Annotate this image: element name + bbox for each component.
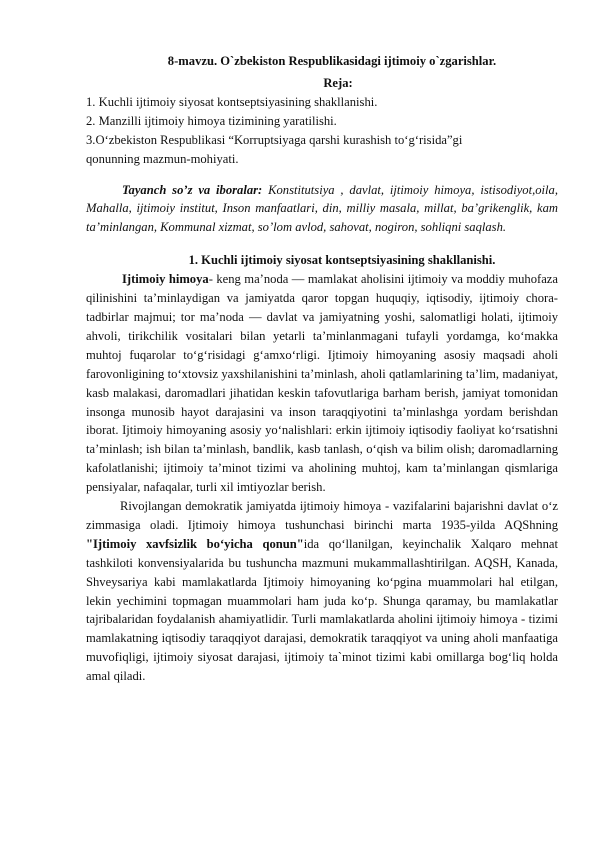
body-paragraph-1	[86, 270, 558, 497]
keywords-text: Konstitutsiya , davlat, ijtimoiy himoya, istisodiyot,oila, Mahalla, ijtimoiy institut, Inson manfaatlari, din, milliy masala, millat, ba’grikenglik, kam ta’minlangan, Kommunal xizmat, so’lom avlod, sahovat, nogiron, sohliqni saqlash.	[86, 182, 558, 235]
paragraph-2-text-start: Rivojlangan demokratik jamiyatda ijtimoiy himoya - vazifalarini bajarishni davlat o‘z zimmasiga oladi. Ijtimoiy himoya tushunchasi birinchi marta 1935-yilda AQShning	[86, 499, 558, 532]
plan-heading: Reja:	[323, 76, 353, 90]
law-name: "Ijtimoiy xavfsizlik bo‘yicha qonun"	[86, 536, 304, 551]
body-paragraph-2	[86, 497, 558, 686]
paragraph-2-text-end: ida qo‘llanilgan, keyinchalik Xalqaro mehnat tashkiloti konvensiyalarida bu tushuncha mazmuni mukammallashtirilgan. AQSH, Kanada, Shveysariya kabi mamlakatlarda Ijtimoiy himoyaning ko‘pgina muammolari hal etilgan, lekin yechimini topmagan muammolari ham juda ko‘p. Shunga qaramay, bu mamlakatlar tajribalaridan foydalanish ahamiyatlidir. Turli mamlakatlarda aholini ijtimoiy himoya - tizimi mamlakatning iqtisodiy taraqqiyot darajasi, demokratik taraqqiyot va uning aholi manfaatiga muvofiqligi, ijtimoiy siyosat darajasi, ijtimoiy ta`minot tizimi kabi omillarga bog‘liq holda amal qiladi.	[86, 536, 558, 684]
plan-item-2: 2. Manzilli ijtimoiy himoya tizimining yaratilishi.	[86, 113, 337, 128]
section-heading: 1. Kuchli ijtimoiy siyosat kontseptsiyasining shakllanishi.	[188, 253, 496, 268]
plan-item-3: 3.O‘zbekiston Respublikasi “Korruptsiyaga qarshi kurashish to‘g‘risida”gi	[86, 132, 463, 147]
keywords-label: Tayanch so’z va iboralar:	[122, 182, 263, 197]
paragraph-1-text: - keng ma’noda — mamlakat aholisini ijtimoiy va moddiy muhofaza qilinishini ta’minlaydigan va jamiyatda qaror topgan huquqiy, iqtisodiy, ijtimoiy chora-tadbirlar majmui; tor ma’noda — davlat va jamiyatning yoshi, salomatligi holati, ijtimoiy ahvoli, tirikchilik vositalari bilan yetarli ta’minlanmagani tufayli yordamga, ko‘makka muhtoj fuqarolar to‘g‘risidagi g‘amxo‘rligi. Ijtimoiy himoyaning asosiy maqsadi aholi farovonligining to‘xtovsiz yaxshilanishini ta’minlash, aholi qatlamlarining ta’lim, madaniyat, kasb malakasi, daromadlari jihatidan keskin tafovutlariga barham berish, jamiyat tomonidan insonga munosib hayot darajasini va inson taraqqiyotini ta’minlashga yordam berishdan iborat. Ijtimoiy himoyaning asosiy yo‘nalishlari: erkin ijtimoiy iqtisodiy faoliyat ko‘rsatishni ta’minlash; ish bilan ta’minlash, bandlik, kasb tanlash, o‘qish va bilim olish; daromadlarning kafolatlanishi; ijtimoiy ta’minot tizimi va aholining muhtoj, kam ta’minlangan qismlariga pensiyalar, nafaqalar, turli xil imtiyozlar berish.	[86, 272, 558, 495]
keywords-paragraph	[86, 181, 558, 238]
term-ijtimoiy-himoya: Ijtimoiy himoya	[122, 272, 209, 287]
document-page	[86, 52, 558, 686]
plan-item-1: 1. Kuchli ijtimoiy siyosat kontseptsiyasining shakllanishi.	[86, 94, 378, 109]
plan-item-3-continued: qonunning mazmun-mohiyati.	[86, 151, 239, 166]
document-title: 8-mavzu. O`zbekiston Respublikasidagi ijtimoiy o`zgarishlar.	[167, 54, 497, 68]
